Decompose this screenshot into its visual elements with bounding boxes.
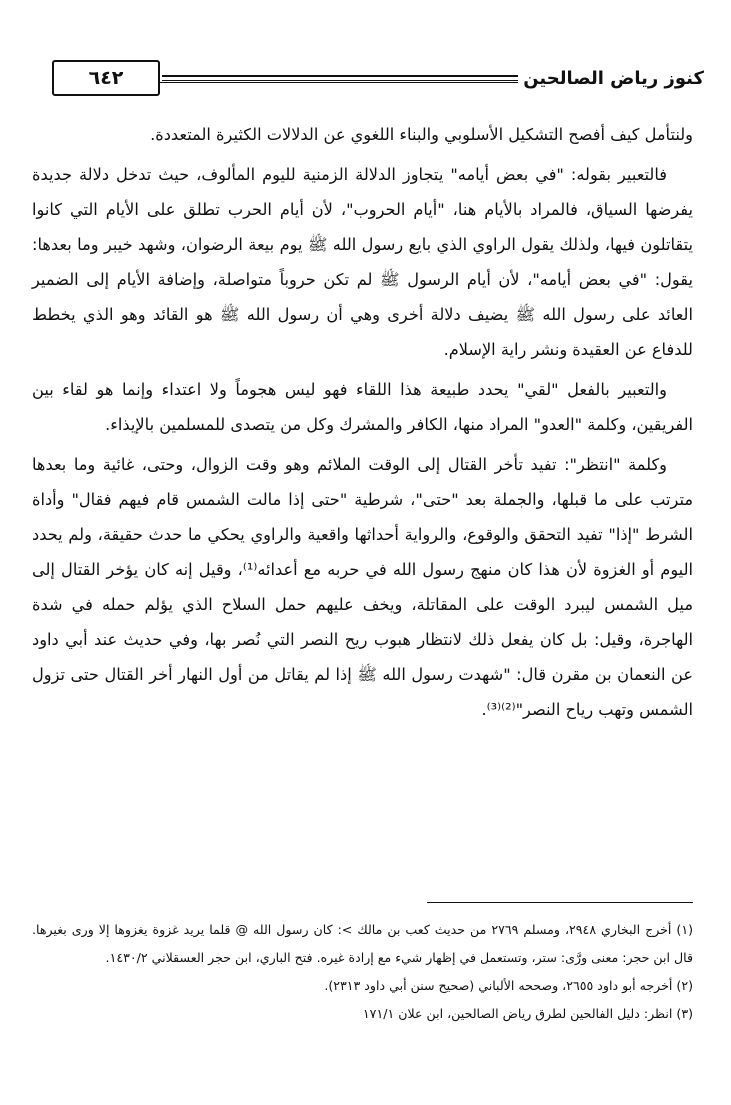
footnotes <box>32 916 693 1028</box>
footnote-divider <box>427 902 693 903</box>
main-text <box>32 117 693 732</box>
paragraph: فالتعبير بقوله: "في بعض أيامه" يتجاوز الدلالة الزمنية لليوم المألوف، حيث تدخل دلالة جديدة يفرضها السياق، فالمراد بالأيام هنا، "أيام الحروب"، لأن أيام الحرب تطلق على الأيام التي كانوا يتقاتلون فيها، ولذلك يقول الراوي الذي بايع رسول الله ﷺ يوم بيعة الرضوان، وشهد خيبر وما بعدها: يقول: "في بعض أيامه"، لأن أيام الرسول ﷺ لم تكن حروباً متواصلة، وإضافة الأيام إلى الضمير العائد على رسول الله ﷺ يضيف دلالة أخرى وهي أن رسول الله ﷺ هو القائد وهو الذي يخطط للدفاع عن العقيدة ونشر راية الإسلام. <box>32 165 693 359</box>
footnote: (١) أخرج البخاري ٢٩٤٨، ومسلم ٢٧٦٩ من حديث كعب بن مالك >: كان رسول الله @ قلما يريد غزوة يغزوها إلا ورى بغيرها. قال ابن حجر: معنى ورَّى: ستر، وتستعمل في إظهار شيء مع إرادة غيره. فتح الباري، ابن حجر العسقلاني ١٤٣٠/٢. <box>32 922 694 965</box>
header-rule <box>162 75 518 81</box>
footnote: (٢) أخرجه أبو داود ٢٦٥٥، وصححه الألباني (صحيح سنن أبي داود ٢٣١٣). <box>324 978 693 993</box>
paragraph: وكلمة "انتظر": تفيد تأخر القتال إلى الوقت الملائم وهو وقت الزوال، وحتى، غائية وما بعدها مترتب على ما قبلها، والجملة بعد "حتى"، شرطية "حتى إذا مالت الشمس قام فيهم فقال" وأداة الشرط "إذا" تفيد التحقق والوقوع، والرواية أحداثها واقعية والراوي يحكي ما حدث حقيقة، ولم يحدد اليوم أو الغزوة لأن هذا كان منهج رسول الله في حربه مع أعدائه⁽¹⁾، وقيل إنه كان يؤخر القتال إلى ميل الشمس ليبرد الوقت على المقاتلة، ويخف عليهم حمل السلاح الذي يؤلم حمله في شدة الهاجرة، وقيل: بل كان يفعل ذلك لانتظار هبوب ريح النصر التي نُصر بها، وفي حديث عند أبي داود عن النعمان بن مقرن قال: "شهدت رسول الله ﷺ إذا لم يقاتل من أول النهار أخر القتال حتى تزول الشمس وتهب رياح النصر"⁽²⁾⁽³⁾. <box>32 455 693 719</box>
paragraph: ولنتأمل كيف أفصح التشكيل الأسلوبي والبناء اللغوي عن الدلالات الكثيرة المتعددة. <box>150 125 693 144</box>
book-title: كنوز رياض الصالحين <box>523 68 704 89</box>
page-number: ٦٤٢ <box>52 60 160 96</box>
footnote: (٣) انظر: دليل الفالحين لطرق رياض الصالحين، ابن علان ١٧١/١ <box>362 1006 693 1021</box>
page-header <box>24 60 714 100</box>
paragraph: والتعبير بالفعل "لقي" يحدد طبيعة هذا اللقاء فهو ليس هجوماً ولا اعتداء وإنما هو لقاء بين الفريقين، وكلمة "العدو" المراد منها، الكافر والمشرك وكل من يتصدى للمسلمين بالإيذاء. <box>32 380 693 434</box>
